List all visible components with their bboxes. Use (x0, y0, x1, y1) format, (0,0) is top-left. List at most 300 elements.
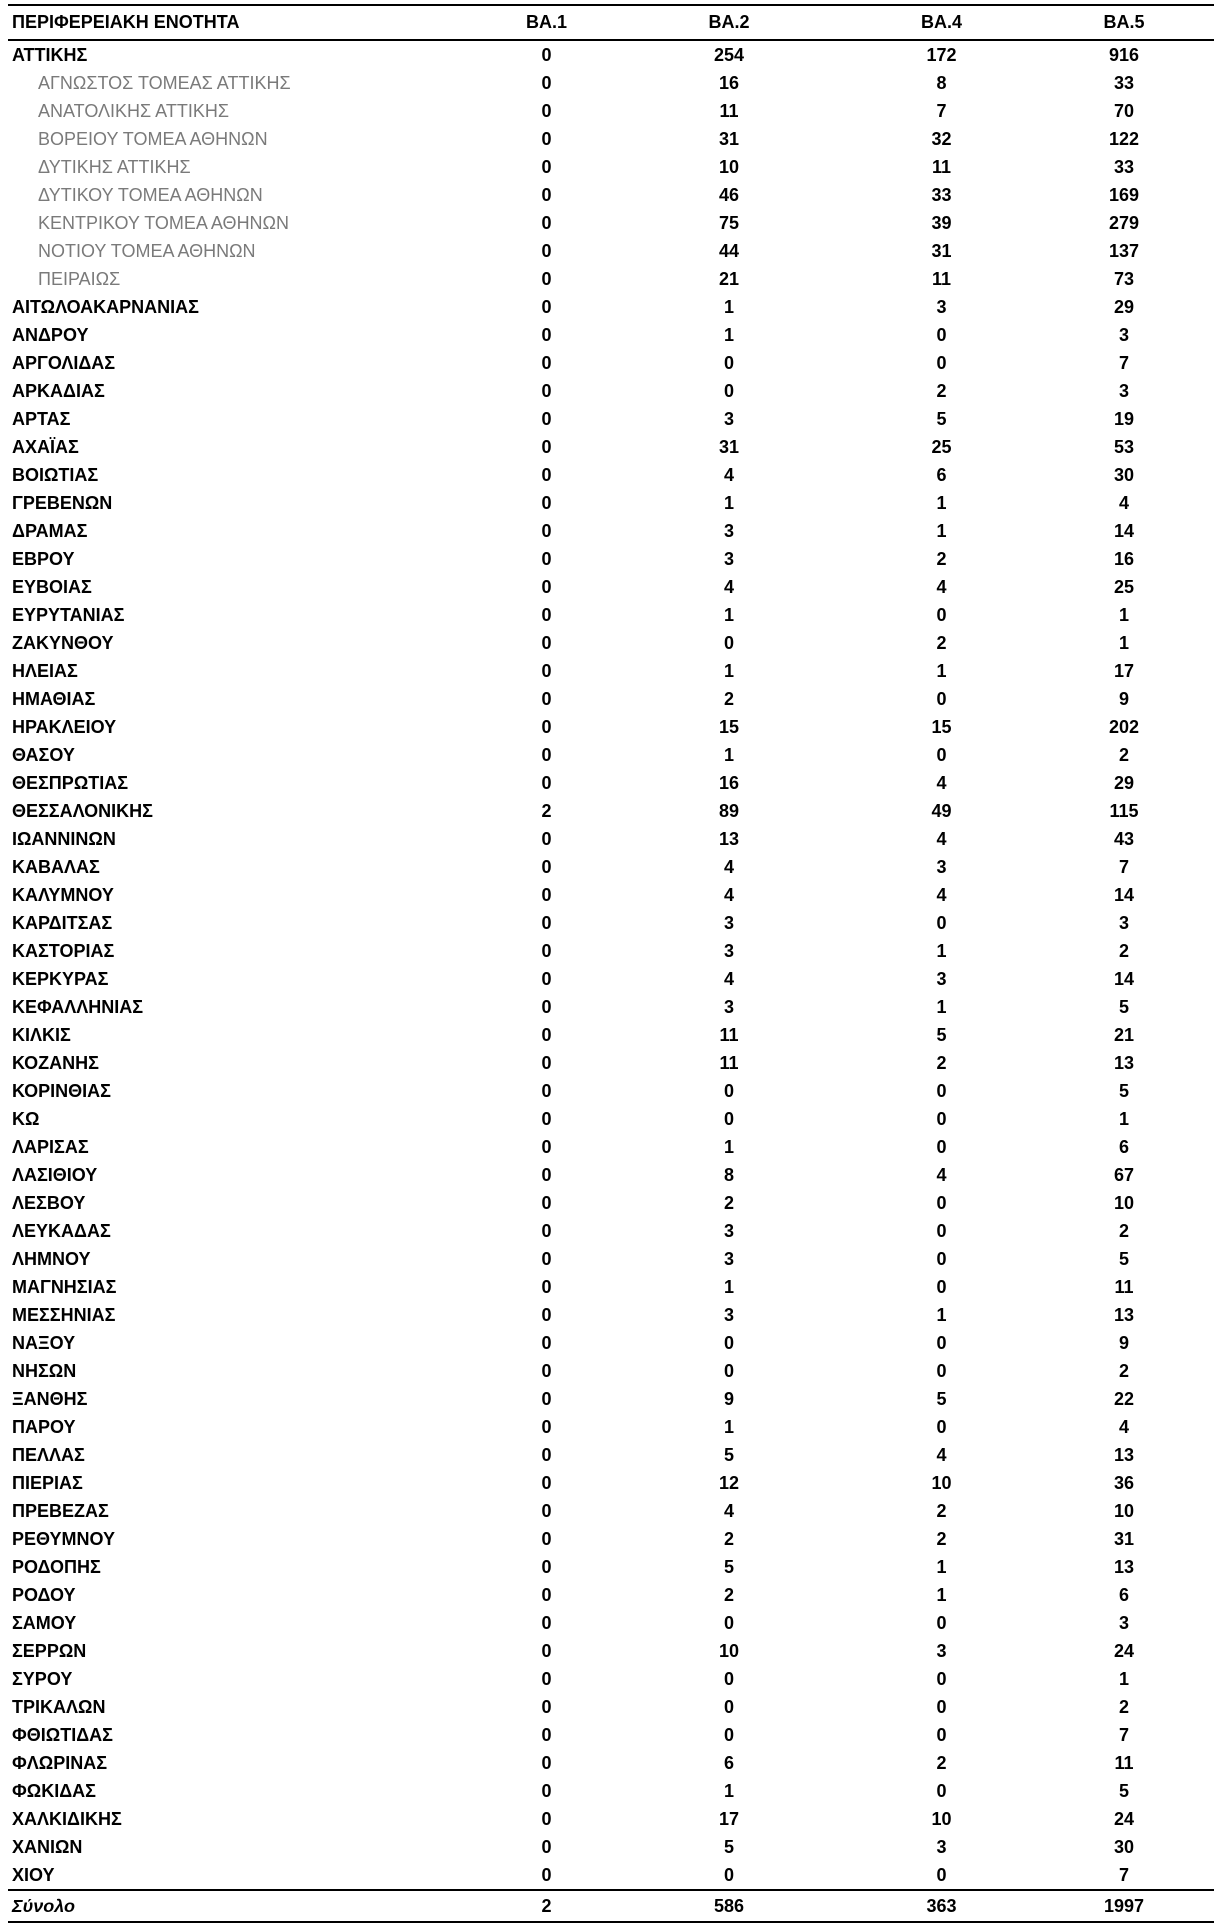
region-row (8, 545, 1214, 573)
cell-ba1: 0 (541, 1837, 552, 1857)
cell-ba5: 115 (1109, 801, 1139, 821)
cell-ba4: 4 (936, 1165, 947, 1185)
cell-ba4: 0 (936, 1613, 947, 1633)
cell-ba4: 1 (936, 1585, 947, 1605)
cell-ba5: 2 (1118, 1697, 1129, 1717)
cell-ba2: 11 (719, 101, 739, 121)
region-row (8, 573, 1214, 601)
cell-ba4: 0 (936, 1725, 947, 1745)
cell-ba2: 1 (723, 1417, 734, 1437)
cell-ba4: 0 (936, 1081, 947, 1101)
total-row (8, 1890, 1214, 1922)
region-row (8, 1385, 1214, 1413)
cell-ba5: 1 (1118, 605, 1129, 625)
cell-ba5: 1 (1118, 1669, 1129, 1689)
cell-ba1: 0 (541, 1165, 552, 1185)
cell-ba4: 0 (936, 1221, 947, 1241)
region-name: ΦΩΚΙΔΑΣ (12, 1781, 96, 1801)
region-name: ΦΛΩΡΙΝΑΣ (12, 1753, 108, 1773)
cell-ba2: 3 (723, 1249, 734, 1269)
cell-ba5: 7 (1118, 353, 1129, 373)
region-row (8, 1721, 1214, 1749)
cell-ba4: 0 (936, 1193, 947, 1213)
cell-ba2: 1 (723, 661, 734, 681)
cell-ba1: 0 (541, 1081, 552, 1101)
cell-ba2: 13 (718, 829, 740, 849)
cell-ba4: 0 (936, 325, 947, 345)
region-row (8, 1245, 1214, 1273)
cell-ba5: 29 (1113, 297, 1135, 317)
region-row (8, 1413, 1214, 1441)
cell-ba5: 31 (1113, 1529, 1135, 1549)
subregion-name: ΑΓΝΩΣΤΟΣ ΤΟΜΕΑΣ ΑΤΤΙΚΗΣ (38, 73, 291, 93)
header-region: ΠΕΡΙΦΕΡΕΙΑΚΗ ΕΝΟΤΗΤΑ (8, 5, 484, 40)
cell-ba5: 11 (1114, 1753, 1134, 1773)
subregion-name: ΝΟΤΙΟΥ ΤΟΜΕΑ ΑΘΗΝΩΝ (38, 241, 256, 261)
region-name: ΣΕΡΡΩΝ (12, 1641, 87, 1661)
region-row (8, 349, 1214, 377)
cell-ba4: 4 (936, 885, 947, 905)
cell-ba2: 5 (723, 1445, 734, 1465)
cell-ba4: 0 (936, 1669, 947, 1689)
cell-ba4: 1 (936, 1557, 947, 1577)
cell-ba2: 1 (723, 1277, 734, 1297)
cell-ba1: 0 (541, 633, 552, 653)
cell-ba2: 11 (719, 1053, 739, 1073)
cell-ba1: 0 (541, 829, 552, 849)
region-name: ΚΟΖΑΝΗΣ (12, 1053, 99, 1073)
cell-ba4: 11 (931, 157, 952, 177)
region-name: ΛΕΣΒΟΥ (12, 1193, 86, 1213)
cell-ba2: 1 (723, 493, 734, 513)
cell-ba2: 4 (723, 969, 734, 989)
subregion-row (8, 181, 1214, 209)
cell-ba5: 43 (1113, 829, 1135, 849)
cell-ba2: 254 (713, 45, 745, 65)
cell-ba2: 0 (723, 381, 734, 401)
region-name: ΠΕΛΛΑΣ (12, 1445, 85, 1465)
region-row (8, 1161, 1214, 1189)
region-name: ΝΗΣΩΝ (12, 1361, 77, 1381)
total-ba5: 1997 (1034, 1890, 1214, 1922)
cell-ba2: 0 (723, 1333, 734, 1353)
cell-ba5: 13 (1113, 1445, 1135, 1465)
cell-ba2: 4 (723, 857, 734, 877)
cell-ba1: 0 (541, 73, 552, 93)
cell-ba5: 169 (1108, 185, 1140, 205)
cell-ba5: 13 (1113, 1557, 1135, 1577)
cell-ba2: 4 (723, 885, 734, 905)
cell-ba1: 0 (541, 1277, 552, 1297)
cell-ba1: 0 (541, 1333, 552, 1353)
cell-ba1: 0 (541, 717, 552, 737)
region-name: ΚΙΛΚΙΣ (12, 1025, 71, 1045)
region-name: ΘΑΣΟΥ (12, 745, 75, 765)
cell-ba4: 3 (936, 1837, 947, 1857)
cell-ba4: 0 (936, 1417, 947, 1437)
region-name: ΛΑΣΙΘΙΟΥ (12, 1165, 98, 1185)
region-name: ΡΟΔΟΠΗΣ (12, 1557, 101, 1577)
cell-ba2: 0 (723, 353, 734, 373)
region-row (8, 1525, 1214, 1553)
cell-ba5: 5 (1118, 1081, 1129, 1101)
cell-ba2: 44 (718, 241, 740, 261)
cell-ba4: 0 (936, 1781, 947, 1801)
region-name: ΑΡΓΟΛΙΔΑΣ (12, 353, 116, 373)
cell-ba5: 122 (1108, 129, 1140, 149)
total-label: Σύνολο (8, 1890, 484, 1922)
cell-ba1: 0 (541, 885, 552, 905)
header-ba1: BA.1 (484, 5, 609, 40)
region-row (8, 1581, 1214, 1609)
cell-ba2: 1 (723, 605, 734, 625)
cell-ba1: 0 (541, 1193, 552, 1213)
cell-ba4: 25 (931, 437, 952, 457)
cell-ba5: 3 (1118, 913, 1129, 933)
cell-ba1: 0 (541, 1781, 552, 1801)
region-name: ΗΡΑΚΛΕΙΟΥ (12, 717, 117, 737)
region-row (8, 1021, 1214, 1049)
region-row (8, 1749, 1214, 1777)
cell-ba4: 0 (936, 605, 947, 625)
region-row (8, 1553, 1214, 1581)
region-row (8, 1301, 1214, 1329)
region-name: ΚΟΡΙΝΘΙΑΣ (12, 1081, 111, 1101)
cell-ba4: 2 (936, 1501, 947, 1521)
cell-ba1: 0 (541, 1669, 552, 1689)
region-name: ΑΙΤΩΛΟΑΚΑΡΝΑΝΙΑΣ (12, 297, 199, 317)
cell-ba2: 2 (723, 1585, 734, 1605)
region-name: ΤΡΙΚΑΛΩΝ (12, 1697, 106, 1717)
variants-by-region-table (8, 4, 1214, 1923)
header-ba2: BA.2 (609, 5, 849, 40)
cell-ba4: 6 (936, 465, 947, 485)
cell-ba5: 24 (1113, 1641, 1135, 1661)
region-name: ΚΩ (12, 1109, 40, 1129)
region-row (8, 1217, 1214, 1245)
cell-ba1: 0 (541, 269, 552, 289)
region-row (8, 685, 1214, 713)
cell-ba1: 0 (541, 1585, 552, 1605)
cell-ba5: 36 (1113, 1473, 1135, 1493)
cell-ba1: 0 (541, 1501, 552, 1521)
cell-ba2: 31 (718, 129, 740, 149)
cell-ba1: 0 (541, 129, 552, 149)
cell-ba4: 11 (931, 269, 952, 289)
cell-ba4: 0 (936, 353, 947, 373)
cell-ba5: 16 (1113, 549, 1135, 569)
cell-ba1: 0 (541, 1445, 552, 1465)
cell-ba2: 15 (718, 717, 740, 737)
cell-ba2: 0 (723, 1081, 734, 1101)
region-name: ΛΑΡΙΣΑΣ (12, 1137, 89, 1157)
region-name: ΓΡΕΒΕΝΩΝ (12, 493, 113, 513)
cell-ba5: 3 (1118, 381, 1129, 401)
cell-ba5: 10 (1113, 1501, 1135, 1521)
region-row (8, 1049, 1214, 1077)
cell-ba1: 0 (541, 773, 552, 793)
cell-ba1: 0 (541, 409, 552, 429)
region-row (8, 881, 1214, 909)
cell-ba2: 0 (723, 1361, 734, 1381)
cell-ba5: 9 (1118, 689, 1129, 709)
region-row (8, 1665, 1214, 1693)
cell-ba4: 31 (931, 241, 952, 261)
region-name: ΔΡΑΜΑΣ (12, 521, 88, 541)
subregion-row (8, 97, 1214, 125)
subregion-row (8, 69, 1214, 97)
cell-ba1: 0 (541, 353, 552, 373)
region-row (8, 1609, 1214, 1637)
cell-ba1: 0 (541, 549, 552, 569)
region-row (8, 293, 1214, 321)
cell-ba5: 30 (1113, 1837, 1135, 1857)
cell-ba4: 15 (931, 717, 952, 737)
region-name: ΕΒΡΟΥ (12, 549, 75, 569)
cell-ba2: 1 (723, 297, 734, 317)
cell-ba2: 11 (719, 1025, 739, 1045)
subregion-row (8, 125, 1214, 153)
header-row (8, 5, 1214, 40)
cell-ba4: 5 (936, 1025, 947, 1045)
cell-ba5: 6 (1118, 1585, 1129, 1605)
region-row (8, 825, 1214, 853)
cell-ba4: 3 (936, 857, 947, 877)
cell-ba1: 0 (541, 381, 552, 401)
cell-ba2: 31 (718, 437, 740, 457)
cell-ba4: 172 (926, 45, 957, 65)
region-row (8, 1105, 1214, 1133)
cell-ba1: 0 (541, 605, 552, 625)
region-name: ΕΥΒΟΙΑΣ (12, 577, 92, 597)
cell-ba2: 6 (723, 1753, 734, 1773)
region-row (8, 40, 1214, 69)
cell-ba5: 19 (1113, 409, 1135, 429)
cell-ba1: 2 (541, 801, 552, 821)
cell-ba2: 8 (723, 1165, 734, 1185)
cell-ba1: 0 (541, 1725, 552, 1745)
region-name: ΡΟΔΟΥ (12, 1585, 76, 1605)
cell-ba5: 2 (1118, 745, 1129, 765)
cell-ba2: 3 (723, 521, 734, 541)
cell-ba4: 2 (936, 549, 947, 569)
region-name: ΞΑΝΘΗΣ (12, 1389, 88, 1409)
region-row (8, 1441, 1214, 1469)
region-name: ΛΕΥΚΑΔΑΣ (12, 1221, 111, 1241)
region-name: ΦΘΙΩΤΙΔΑΣ (12, 1725, 113, 1745)
subregion-row (8, 153, 1214, 181)
cell-ba1: 0 (541, 1221, 552, 1241)
region-row (8, 489, 1214, 517)
region-row (8, 1637, 1214, 1665)
cell-ba1: 0 (541, 661, 552, 681)
subregion-row (8, 237, 1214, 265)
cell-ba2: 4 (723, 577, 734, 597)
region-row (8, 657, 1214, 685)
cell-ba4: 1 (936, 941, 947, 961)
region-row (8, 713, 1214, 741)
cell-ba1: 0 (541, 997, 552, 1017)
cell-ba5: 14 (1113, 521, 1135, 541)
cell-ba4: 4 (936, 773, 947, 793)
cell-ba2: 89 (718, 801, 740, 821)
region-row (8, 965, 1214, 993)
region-name: ΘΕΣΠΡΩΤΙΑΣ (12, 773, 129, 793)
cell-ba2: 3 (723, 941, 734, 961)
subregion-name: ΑΝΑΤΟΛΙΚΗΣ ΑΤΤΙΚΗΣ (38, 101, 229, 121)
region-name: ΗΜΑΘΙΑΣ (12, 689, 96, 709)
region-name: ΠΑΡΟΥ (12, 1417, 76, 1437)
cell-ba5: 5 (1118, 1249, 1129, 1269)
cell-ba1: 0 (541, 1025, 552, 1045)
subregion-name: ΔΥΤΙΚΟΥ ΤΟΜΕΑ ΑΘΗΝΩΝ (38, 185, 263, 205)
cell-ba5: 9 (1118, 1333, 1129, 1353)
region-name: ΧΑΛΚΙΔΙΚΗΣ (12, 1809, 122, 1829)
cell-ba4: 1 (936, 1305, 947, 1325)
cell-ba4: 8 (936, 73, 947, 93)
cell-ba4: 0 (936, 1109, 947, 1129)
cell-ba4: 0 (936, 745, 947, 765)
cell-ba2: 1 (723, 1781, 734, 1801)
cell-ba2: 0 (723, 1109, 734, 1129)
cell-ba1: 0 (541, 1305, 552, 1325)
cell-ba1: 0 (541, 101, 552, 121)
cell-ba4: 0 (936, 1865, 947, 1885)
cell-ba1: 0 (541, 297, 552, 317)
cell-ba2: 4 (723, 1501, 734, 1521)
cell-ba1: 0 (541, 1557, 552, 1577)
cell-ba2: 5 (723, 1837, 734, 1857)
cell-ba2: 21 (718, 269, 740, 289)
region-name: ΚΑΡΔΙΤΣΑΣ (12, 913, 113, 933)
region-name: ΝΑΞΟΥ (12, 1333, 76, 1353)
cell-ba2: 46 (718, 185, 740, 205)
cell-ba1: 0 (541, 857, 552, 877)
region-name: ΑΤΤΙΚΗΣ (12, 45, 88, 65)
cell-ba4: 2 (936, 381, 947, 401)
cell-ba5: 2 (1118, 941, 1129, 961)
cell-ba4: 0 (936, 689, 947, 709)
cell-ba2: 17 (718, 1809, 740, 1829)
region-name: ΣΥΡΟΥ (12, 1669, 73, 1689)
cell-ba2: 3 (723, 1305, 734, 1325)
cell-ba4: 1 (936, 521, 947, 541)
cell-ba2: 3 (723, 1221, 734, 1241)
cell-ba2: 1 (723, 1137, 734, 1157)
region-name: ΜΑΓΝΗΣΙΑΣ (12, 1277, 117, 1297)
cell-ba1: 0 (541, 45, 552, 65)
region-name: ΕΥΡΥΤΑΝΙΑΣ (12, 605, 125, 625)
cell-ba4: 3 (936, 297, 947, 317)
cell-ba2: 3 (723, 997, 734, 1017)
cell-ba5: 70 (1113, 101, 1135, 121)
cell-ba1: 0 (541, 1053, 552, 1073)
total-ba1: 2 (484, 1890, 609, 1922)
cell-ba5: 4 (1118, 493, 1129, 513)
cell-ba5: 25 (1113, 577, 1135, 597)
cell-ba4: 49 (931, 801, 952, 821)
cell-ba4: 3 (936, 1641, 947, 1661)
region-row (8, 1133, 1214, 1161)
cell-ba4: 0 (936, 1137, 947, 1157)
region-name: ΚΑΣΤΟΡΙΑΣ (12, 941, 115, 961)
cell-ba5: 21 (1113, 1025, 1135, 1045)
region-row (8, 1077, 1214, 1105)
region-row (8, 1833, 1214, 1861)
cell-ba2: 1 (723, 325, 734, 345)
cell-ba5: 7 (1118, 857, 1129, 877)
cell-ba5: 24 (1113, 1809, 1135, 1829)
region-name: ΙΩΑΝΝΙΝΩΝ (12, 829, 116, 849)
region-name: ΚΕΦΑΛΛΗΝΙΑΣ (12, 997, 144, 1017)
region-row (8, 1189, 1214, 1217)
cell-ba5: 53 (1113, 437, 1135, 457)
region-row (8, 1273, 1214, 1301)
cell-ba1: 0 (541, 1697, 552, 1717)
cell-ba4: 0 (936, 1697, 947, 1717)
cell-ba1: 0 (541, 969, 552, 989)
cell-ba5: 202 (1108, 717, 1140, 737)
cell-ba5: 2 (1118, 1361, 1129, 1381)
subregion-name: ΔΥΤΙΚΗΣ ΑΤΤΙΚΗΣ (38, 157, 191, 177)
cell-ba2: 16 (718, 773, 740, 793)
subregion-name: ΒΟΡΕΙΟΥ ΤΟΜΕΑ ΑΘΗΝΩΝ (38, 129, 268, 149)
region-name: ΑΡΤΑΣ (12, 409, 71, 429)
cell-ba2: 10 (718, 1641, 740, 1661)
region-row (8, 1329, 1214, 1357)
cell-ba2: 12 (718, 1473, 740, 1493)
cell-ba2: 16 (718, 73, 740, 93)
cell-ba1: 0 (541, 241, 552, 261)
cell-ba5: 73 (1113, 269, 1135, 289)
cell-ba5: 33 (1113, 73, 1135, 93)
region-row (8, 1805, 1214, 1833)
region-row (8, 1497, 1214, 1525)
cell-ba5: 916 (1108, 45, 1140, 65)
cell-ba1: 0 (541, 745, 552, 765)
cell-ba4: 10 (931, 1809, 952, 1829)
cell-ba4: 0 (936, 913, 947, 933)
cell-ba1: 0 (541, 325, 552, 345)
cell-ba2: 3 (723, 549, 734, 569)
region-name: ΑΡΚΑΔΙΑΣ (12, 381, 105, 401)
cell-ba5: 6 (1118, 1137, 1129, 1157)
cell-ba1: 0 (541, 1249, 552, 1269)
total-ba4: 363 (849, 1890, 1034, 1922)
cell-ba2: 0 (723, 1669, 734, 1689)
cell-ba2: 5 (723, 1557, 734, 1577)
cell-ba4: 1 (936, 997, 947, 1017)
cell-ba5: 11 (1114, 1277, 1134, 1297)
region-row (8, 321, 1214, 349)
cell-ba2: 1 (723, 745, 734, 765)
header-ba4: BA.4 (849, 5, 1034, 40)
cell-ba2: 4 (723, 465, 734, 485)
cell-ba4: 33 (931, 185, 952, 205)
region-name: ΚΑΒΑΛΑΣ (12, 857, 100, 877)
cell-ba4: 3 (936, 969, 947, 989)
region-name: ΣΑΜΟΥ (12, 1613, 77, 1633)
region-row (8, 1777, 1214, 1805)
cell-ba1: 0 (541, 521, 552, 541)
region-row (8, 1357, 1214, 1385)
cell-ba1: 0 (541, 689, 552, 709)
cell-ba5: 13 (1113, 1305, 1135, 1325)
region-row (8, 1469, 1214, 1497)
cell-ba1: 0 (541, 465, 552, 485)
cell-ba5: 29 (1113, 773, 1135, 793)
region-row (8, 461, 1214, 489)
